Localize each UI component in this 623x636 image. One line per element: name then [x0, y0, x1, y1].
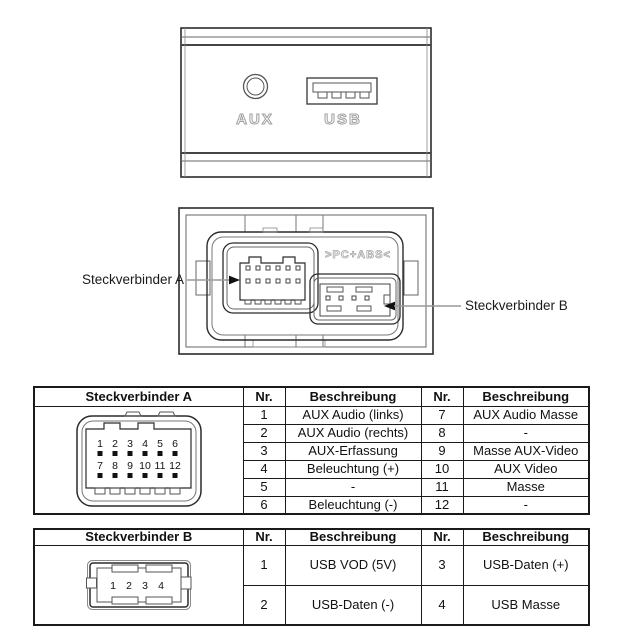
connector-b-pinout-table [33, 528, 590, 626]
usb-port-icon [307, 78, 377, 104]
rear-connector-b [310, 274, 400, 324]
pin-number-label: 1 [96, 437, 103, 450]
pin-desc-cell: USB-Daten (-) [285, 585, 421, 625]
pin-desc-cell: USB VOD (5V) [285, 545, 421, 585]
connector-b-pin-numbers [110, 580, 164, 592]
connector-a-face-cell [34, 406, 243, 514]
connector-b-callout-label: Steckverbinder B [465, 298, 568, 313]
connector-a-pinout-table [33, 386, 590, 515]
pin-number-cell: 6 [243, 496, 285, 514]
pin-number-label: 3 [126, 437, 133, 450]
table-b-title: Steckverbinder B [34, 529, 243, 545]
pin-number-label: 11 [154, 459, 166, 472]
pin-desc-cell: AUX-Erfassung [285, 442, 421, 460]
pin-number-cell: 2 [243, 424, 285, 442]
pin-number-cell: 2 [243, 585, 285, 625]
connector-b-callout [384, 298, 568, 313]
usb-port-label: USB [324, 111, 362, 128]
aux-jack-icon [244, 75, 268, 99]
pin-number-cell: 10 [421, 460, 463, 478]
pin-number-label: 4 [157, 579, 164, 592]
pin-desc-cell: AUX Audio (rechts) [285, 424, 421, 442]
front-panel-outline [181, 28, 431, 177]
pin-number-cell: 4 [421, 585, 463, 625]
pin-desc-cell: AUX Audio (links) [285, 406, 421, 424]
rear-connector-b-pins [326, 296, 369, 300]
table-a-title: Steckverbinder A [34, 387, 243, 406]
table-a-col-nr-left: Nr. [243, 387, 285, 406]
pin-number-cell: 1 [243, 545, 285, 585]
pin-number-label: 9 [126, 459, 133, 472]
pin-number-label: 2 [125, 579, 132, 592]
pin-desc-cell: USB Masse [463, 585, 589, 625]
pin-number-cell: 3 [421, 545, 463, 585]
table-row [34, 545, 589, 585]
table-row [34, 406, 589, 424]
pin-number-label: 7 [96, 459, 103, 472]
pin-number-label: 1 [109, 579, 116, 592]
pin-number-cell: 1 [243, 406, 285, 424]
pin-number-label: 8 [111, 459, 118, 472]
connector-a-pin-contacts [97, 451, 177, 478]
table-b-col-desc-left: Beschreibung [285, 529, 421, 545]
rear-housing-outline [179, 208, 433, 354]
pin-desc-cell: - [285, 478, 421, 496]
aux-port-label: AUX [236, 111, 274, 128]
pin-number-cell: 12 [421, 496, 463, 514]
pin-number-cell: 4 [243, 460, 285, 478]
table-b-col-nr-left: Nr. [243, 529, 285, 545]
rear-connector-a [223, 243, 318, 313]
table-b-col-desc-right: Beschreibung [463, 529, 589, 545]
pin-number-cell: 5 [243, 478, 285, 496]
pin-desc-cell: Masse [463, 478, 589, 496]
arrow-right-icon [229, 276, 240, 285]
pin-number-cell: 7 [421, 406, 463, 424]
connector-a-pin-numbers [97, 438, 181, 472]
pin-number-label: 5 [156, 437, 163, 450]
rear-connector-a-pins [246, 266, 300, 283]
connector-b-face-drawing [86, 559, 192, 611]
pin-desc-cell: Masse AUX-Video [463, 442, 589, 460]
pin-number-label: 10 [138, 459, 151, 472]
connector-a-callout-label: Steckverbinder A [81, 272, 184, 287]
pin-number-cell: 8 [421, 424, 463, 442]
pin-desc-cell: - [463, 424, 589, 442]
connector-b-face-cell [34, 545, 243, 625]
table-a-col-nr-right: Nr. [421, 387, 463, 406]
pin-desc-cell: - [463, 496, 589, 514]
rear-view-diagram [0, 200, 623, 370]
pin-number-cell: 9 [421, 442, 463, 460]
pin-desc-cell: USB-Daten (+) [463, 545, 589, 585]
pin-number-label: 2 [111, 437, 118, 450]
table-b-col-nr-right: Nr. [421, 529, 463, 545]
material-marking-label: >PC+ABS< [325, 249, 391, 261]
table-a-col-desc-left: Beschreibung [285, 387, 421, 406]
pin-number-cell: 3 [243, 442, 285, 460]
pin-desc-cell: Beleuchtung (+) [285, 460, 421, 478]
pin-desc-cell: AUX Audio Masse [463, 406, 589, 424]
pin-number-label: 4 [141, 437, 148, 450]
connector-a-callout [82, 272, 240, 287]
pin-number-label: 3 [141, 579, 148, 592]
pin-desc-cell: Beleuchtung (-) [285, 496, 421, 514]
connector-a-face-drawing [74, 411, 204, 509]
pin-number-cell: 11 [421, 478, 463, 496]
pin-number-label: 12 [168, 459, 181, 472]
pin-desc-cell: AUX Video [463, 460, 589, 478]
front-view-diagram [180, 27, 432, 178]
table-a-col-desc-right: Beschreibung [463, 387, 589, 406]
pin-number-label: 6 [171, 437, 178, 450]
